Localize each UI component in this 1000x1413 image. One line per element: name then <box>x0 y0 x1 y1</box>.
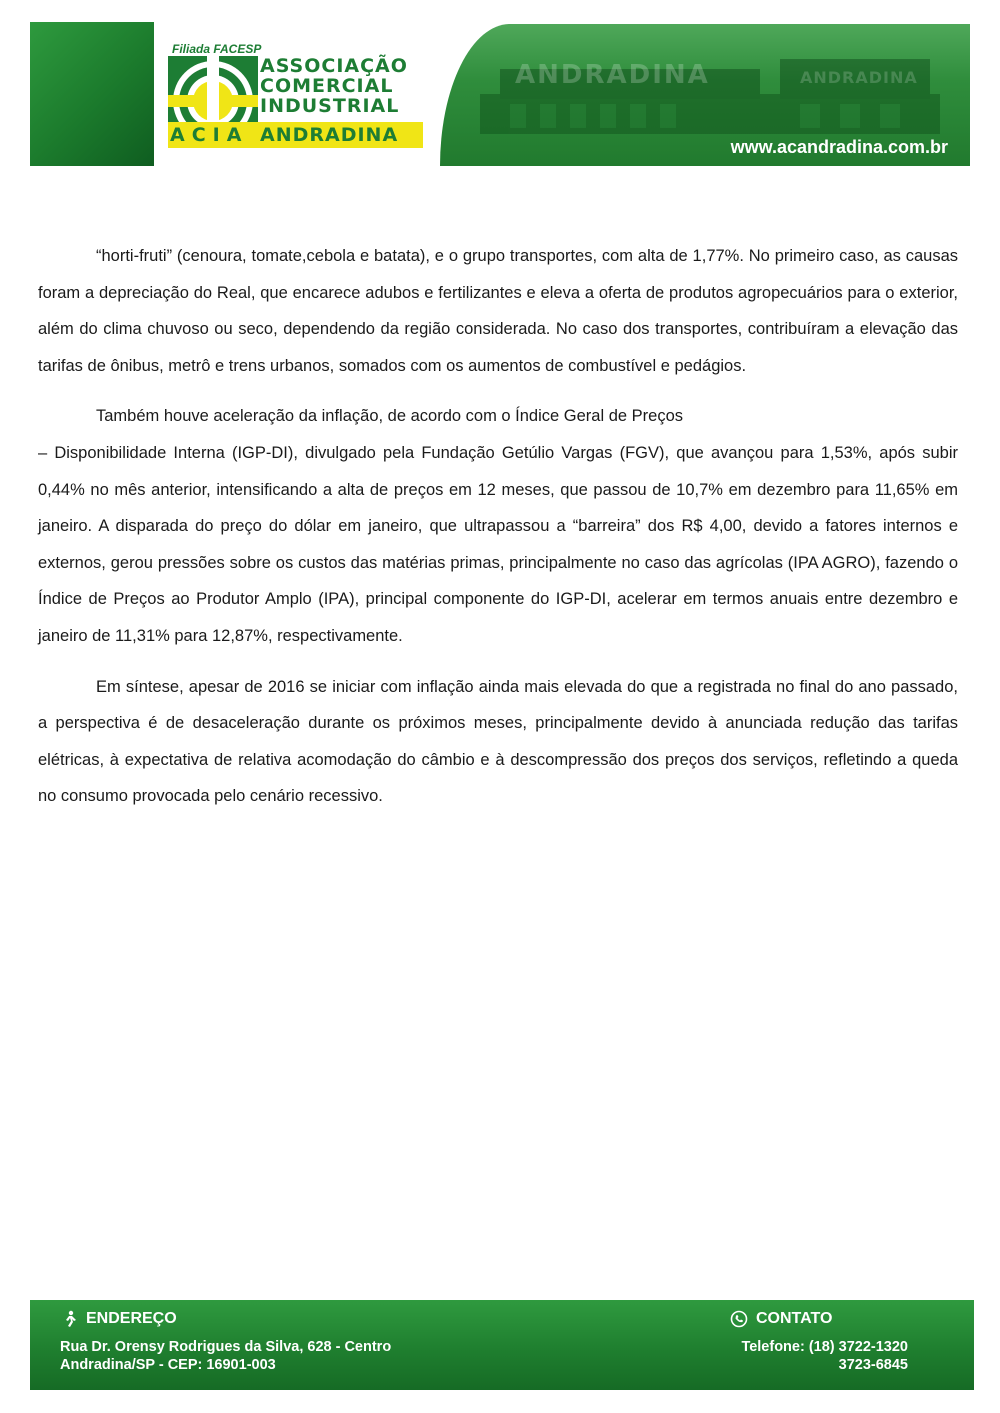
phone-line-2[interactable]: 3723-6845 <box>838 1357 908 1373</box>
contact-title <box>730 1310 832 1328</box>
phone-line-1[interactable]: Telefone: (18) 3722-1320 <box>741 1339 908 1355</box>
banner-sign-2: ANDRADINA <box>800 68 918 87</box>
address-line-1: Rua Dr. Orensy Rodrigues da Silva, 628 - Centro <box>60 1339 392 1355</box>
website-url[interactable]: www.acandradina.com.br <box>730 137 948 157</box>
logo-affiliation: Filiada FACESP <box>172 42 262 56</box>
paragraph-1: “horti-fruti” (cenoura, tomate,cebola e batata), e o grupo transportes, com alta de 1,77%. No primeiro caso, as causas foram a depreciação do Real, que encarece adubos e fertilizantes e eleva a oferta de produtos agropecuários para o exterior, além do clima chuvoso ou seco, dependendo da região considerada. No caso dos transportes, contribuíram a elevação das tarifas de ônibus, metrô e trens urbanos, somados com os aumentos de combustível e pedágios. <box>38 247 958 375</box>
footer <box>30 1300 974 1390</box>
walking-person-icon <box>60 1310 78 1328</box>
paragraph-3: Em síntese, apesar de 2016 se iniciar com inflação ainda mais elevada do que a registrada no final do ano passado, a perspectiva é de desaceleração durante os próximos meses, principalmente devido à anunciada redução das tarifas elétricas, à expectativa de relativa acomodação do câmbio e à descompressão dos preços dos serviços, refletindo a queda no consumo provocada pelo cenário recessivo. <box>38 677 958 806</box>
logo-name-line-3: INDUSTRIAL <box>260 95 400 117</box>
logo-name-line-2: COMERCIAL <box>260 75 394 97</box>
header-banner <box>440 24 970 166</box>
address-title-text: ENDEREÇO <box>86 1310 177 1327</box>
paragraph-2-body: – Disponibilidade Interna (IGP-DI), divulgado pela Fundação Getúlio Vargas (FGV), que avançou para 1,53%, após subir 0,44% no mês anterior, intensificando a alta de preços em 12 meses, que passou de 10,7% em dezembro para 11,65% em janeiro. A disparada do preço do dólar em janeiro, que ultrapassou a “barreira” dos R$ 4,00, devido a fatores internos e externos, gerou pressões sobre os custos das matérias primas, principalmente no caso das agrícolas (IPA AGRO), fazendo o Índice de Preços ao Produtor Amplo (IPA), principal componente do IGP-DI, acelerar em termos anuais entre dezembro e janeiro de 11,31% para 12,87%, respectivamente. <box>38 443 958 645</box>
acia-logo <box>162 38 432 153</box>
contact-title-text: CONTATO <box>756 1310 833 1327</box>
paragraph-2 <box>38 398 958 654</box>
banner-sign: ANDRADINA <box>515 60 710 90</box>
address-block <box>60 1338 391 1374</box>
address-title <box>60 1310 177 1328</box>
logo-city: ANDRADINA <box>260 124 399 146</box>
phone-block <box>741 1338 908 1374</box>
document-body <box>38 238 958 815</box>
phone-icon <box>730 1310 748 1328</box>
paragraph-2-lead: Também houve aceleração da inflação, de acordo com o Índice Geral de Preços <box>96 407 683 426</box>
logo-name-line-1: ASSOCIAÇÃO <box>260 55 408 77</box>
address-line-2: Andradina/SP - CEP: 16901-003 <box>60 1357 276 1373</box>
header-green-block <box>30 22 154 166</box>
logo-acronym: ACIA <box>170 124 249 146</box>
